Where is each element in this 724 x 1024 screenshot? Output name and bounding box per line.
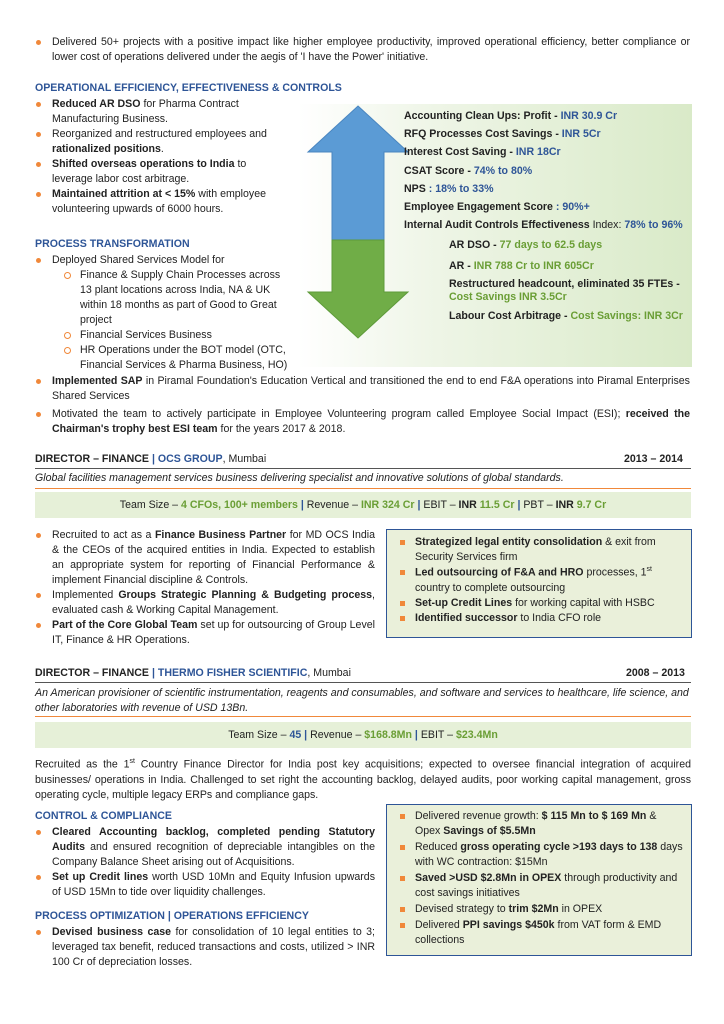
job2-highlight-2: Reduced gross operating cycle >193 days to 138 days with WC contraction: $15Mn — [415, 840, 683, 870]
job1-title: DIRECTOR – FINANCE | OCS GROUP, Mumbai — [35, 453, 267, 465]
job2-cc-heading: CONTROL & COMPLIANCE — [35, 810, 172, 822]
proc-sub-3: HR Operations under the BOT model (OTC, Financial Services & Pharma Business, HO) — [80, 343, 289, 373]
job2-highlight-3: Saved >USD $2.8Mn in OPEX through productivity and cost savings initiatives — [415, 871, 683, 901]
job2-cc-bullet-1: Cleared Accounting backlog, completed pending Statutory Audits and ensured recognition of depreciable intangibles on the Company Balance Sheet arising out of Acquisitions. — [52, 825, 375, 870]
band1-segment-12: 9.7 Cr — [576, 499, 607, 511]
metric-up-4: CSAT Score - 74% to 80% — [404, 164, 533, 177]
band2-segment-7: $23.4Mn — [455, 729, 498, 741]
metric-up-5: NPS : 18% to 33% — [404, 182, 494, 195]
up-arrow-icon — [308, 106, 408, 256]
ops-list — [52, 97, 282, 217]
job2-highlights-list — [415, 809, 683, 948]
ops-bullet-2: Reorganized and restructured employees and rationalized positions. — [52, 127, 282, 157]
job1-left-list — [52, 528, 375, 648]
intro-bullet: Delivered 50+ projects with a positive impact like higher employee productivity, improved operational efficiency, better compliance or lower cost of operations delivered under the aegis of 'I have the Power' initiative. — [52, 35, 690, 65]
job2-summary: Recruited as the 1st Country Finance Director for India post key acquisitions; expected to oversee financial integration of acquired businesses/ operations in India. Challenged to set right the accounting backlog, delayed audits, poor working capital management, gross operating cycle, multiple legacy ERPs and compliance gaps. — [35, 758, 691, 801]
ops-bullet-1: Reduced AR DSO for Pharma Contract Manufacturing Business. — [52, 97, 282, 127]
job1-bullet-3: Part of the Core Global Team set up for outsourcing of Group Level IT, Finance & HR Operations. — [52, 618, 375, 648]
metric-down-2: AR - INR 788 Cr to INR 605Cr — [449, 259, 594, 272]
metric-up-2: RFQ Processes Cost Savings - INR 5Cr — [404, 128, 601, 141]
metrics-down-list — [449, 237, 689, 325]
metric-down-3: Restructured headcount, eliminated 35 FTEs - Cost Savings INR 3.5Cr — [449, 278, 680, 303]
job2-stats-band — [35, 722, 691, 748]
band1-segment-3: Revenue – — [306, 499, 361, 511]
band1-segment-10: PBT – — [523, 499, 556, 511]
band1-segment-2: | — [297, 499, 307, 511]
job2-dates: 2008 – 2013 — [626, 667, 685, 679]
job2-rule — [35, 682, 691, 683]
job1-highlights-box — [386, 529, 692, 638]
proc-sub-1: Finance & Supply Chain Processes across 13 plant locations across India, NA & UK within 18 months as part of Good to Great project — [80, 268, 289, 328]
esi-bullet: Motivated the team to actively participate in Employee Volunteering program called Employee Social Impact (ESI); received the Chairman's trophy best ESI team for the years 2017 & 2018. — [52, 407, 690, 437]
job2-description: An American provisioner of scientific instrumentation, reagents and consumables, and software and services to healthcare, life science, and other laboratories with revenue of USD 13Bn. — [35, 687, 689, 715]
job1-highlight-3: Set-up Credit Lines for working capital with HSBC — [415, 596, 683, 611]
achievements-list — [52, 374, 690, 437]
job2-highlight-5: Delivered PPI savings $450k from VAT form & EMD collections — [415, 918, 683, 948]
band1-segment-11: INR — [555, 499, 577, 511]
job2-highlights-box — [386, 804, 692, 956]
proc-list — [52, 253, 292, 268]
job2-po-bullet-1: Devised business case for consolidation of 10 legal entities to 3; leveraged tax benefit, reduced transactions and costs, utilized > INR 100 Cr of depreciation losses. — [52, 925, 375, 970]
proc-heading: PROCESS TRANSFORMATION — [35, 238, 190, 250]
job2-highlight-1: Delivered revenue growth: $ 115 Mn to $ 169 Mn & Opex Savings of $5.5Mn — [415, 809, 683, 839]
job1-rule — [35, 468, 691, 469]
band2-segment-2: | — [301, 729, 311, 741]
down-arrow-icon — [308, 240, 408, 338]
job1-stats-band — [35, 492, 691, 518]
job2-title: DIRECTOR – FINANCE | THERMO FISHER SCIENTIFIC, Mumbai — [35, 667, 351, 679]
band1-segment-1: 4 CFOs, 100+ members — [181, 499, 298, 511]
job2-highlight-4: Devised strategy to trim $2Mn in OPEX — [415, 902, 683, 917]
metric-down-1: AR DSO - 77 days to 62.5 days — [449, 239, 603, 251]
job1-bullet-1: Recruited to act as a Finance Business Partner for MD OCS India & the CEOs of the acquired entities in India. Expected to establish an appropriate system for reporting of Financial Performance & implement Financial discipline & Controls. — [52, 528, 375, 588]
band2-segment-1: 45 — [289, 729, 302, 741]
band1-segment-4: INR 324 Cr — [360, 499, 415, 511]
job2-cc-list — [52, 825, 375, 900]
job2-po-heading: PROCESS OPTIMIZATION | OPERATIONS EFFICIENCY — [35, 910, 309, 922]
band1-segment-7: INR — [458, 499, 480, 511]
band2-segment-5: | — [411, 729, 421, 741]
ops-heading: OPERATIONAL EFFICIENCY, EFFECTIVENESS & CONTROLS — [35, 82, 342, 94]
band1-segment-8: 11.5 Cr — [479, 499, 515, 511]
band1-segment-5: | — [414, 499, 424, 511]
job1-highlight-4: Identified successor to India CFO role — [415, 611, 683, 626]
metric-up-7: Internal Audit Controls Effectiveness Index: 78% to 96% — [404, 219, 683, 232]
metrics-up-list — [404, 107, 694, 234]
intro-list — [52, 35, 690, 65]
job1-dates: 2013 – 2014 — [624, 453, 683, 465]
band2-segment-0: Team Size – — [228, 729, 290, 741]
ops-bullet-4: Maintained attrition at < 15% with employee volunteering upwards of 6000 hours. — [52, 187, 282, 217]
job1-highlight-2: Led outsourcing of F&A and HRO processes, 1st country to complete outsourcing — [415, 565, 683, 596]
job1-highlight-1: Strategized legal entity consolidation & exit from Security Services firm — [415, 535, 683, 565]
job1-highlights-list — [415, 535, 683, 626]
job2-cc-bullet-2: Set up Credit lines worth USD 10Mn and Equity Infusion upwards of USD 15Mn to tide over liquidity challenges. — [52, 870, 375, 900]
job1-bullet-2: Implemented Groups Strategic Planning & Budgeting process, evaluated cash & Working Capital Management. — [52, 588, 375, 618]
proc-sub-2: Financial Services Business — [80, 328, 289, 343]
job2-po-list — [52, 925, 375, 970]
metric-down-4: Labour Cost Arbitrage - Cost Savings: INR 3Cr — [449, 310, 683, 322]
job2-desc-rule — [35, 716, 691, 717]
metric-up-1: Accounting Clean Ups: Profit - INR 30.9 Cr — [404, 110, 618, 122]
band2-segment-3: Revenue – — [310, 729, 365, 741]
band1-segment-0: Team Size – — [119, 499, 182, 511]
band1-segment-6: EBIT – — [423, 499, 459, 511]
proc-sublist — [80, 268, 289, 373]
ops-bullet-3: Shifted overseas operations to India to leverage labor cost arbitrage. — [52, 157, 282, 187]
metric-up-3: Interest Cost Saving - INR 18Cr — [404, 146, 561, 159]
band2-segment-4: $168.8Mn — [364, 729, 412, 741]
metric-up-6: Employee Engagement Score : 90%+ — [404, 201, 590, 214]
band2-segment-6: EBIT – — [420, 729, 456, 741]
sap-bullet: Implemented SAP in Piramal Foundation's Education Vertical and transitioned the end to end F&A operations into Piramal Enterprises Shared Services — [52, 374, 690, 404]
job1-desc-rule — [35, 488, 691, 489]
band1-segment-9: | — [514, 499, 524, 511]
job1-description: Global facilities management services business delivering specialist and innovative solutions of global standards. — [35, 472, 564, 484]
proc-bullet-1: Deployed Shared Services Model for — [52, 253, 292, 268]
